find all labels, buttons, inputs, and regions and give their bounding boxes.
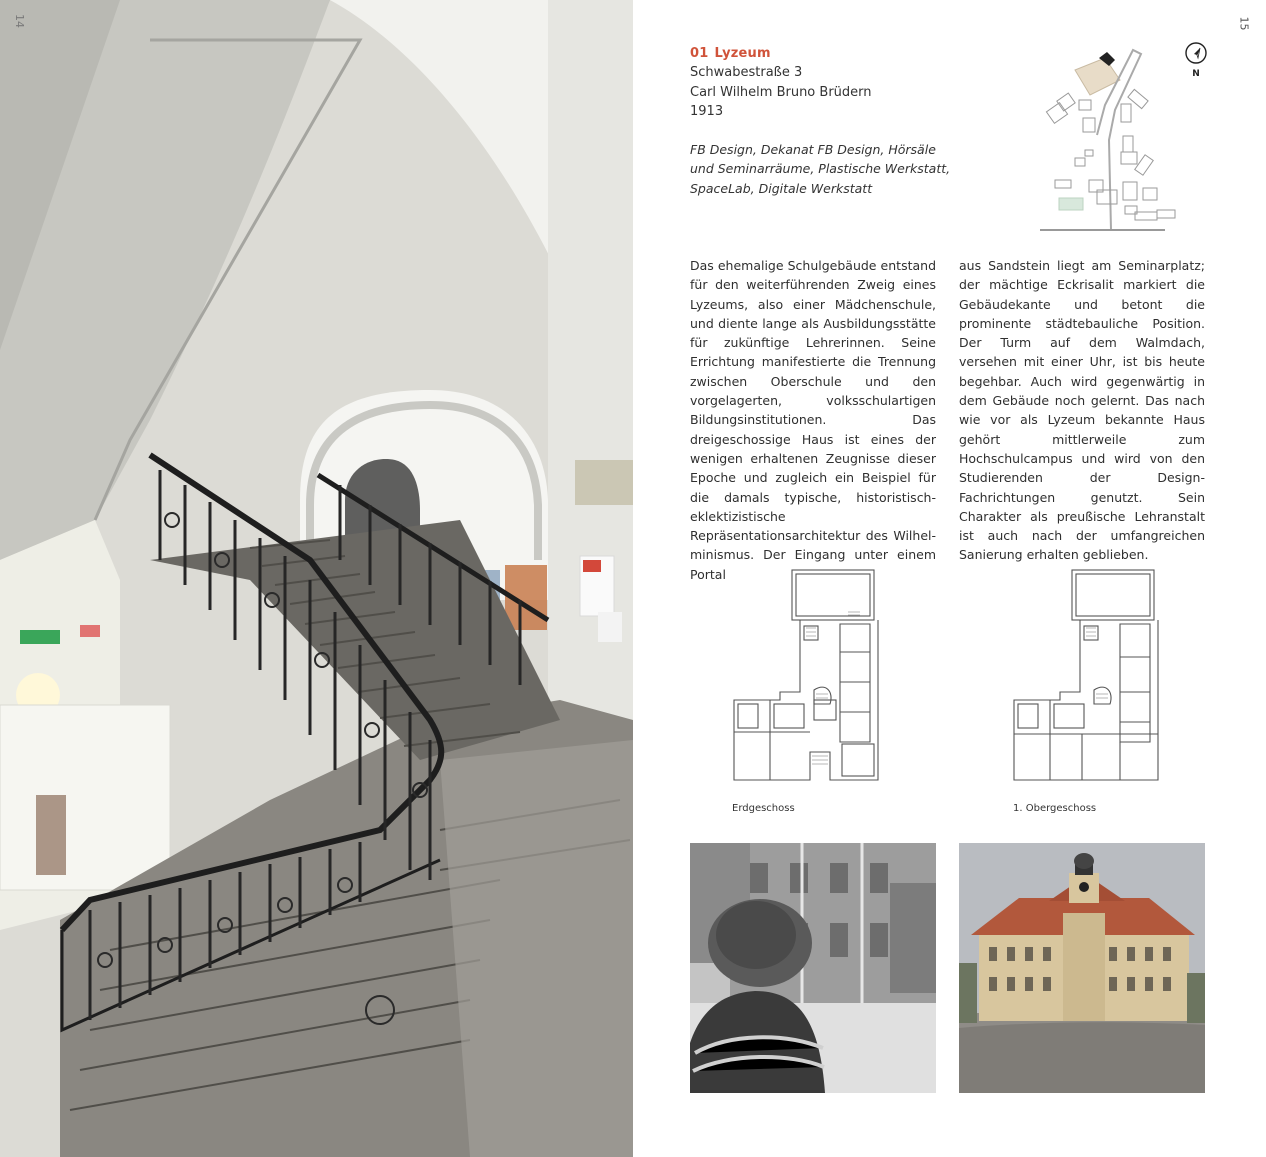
entry-number: 01 (690, 46, 709, 61)
entry-uses (690, 140, 990, 199)
compass-icon (1185, 42, 1207, 64)
floor-plan-first (1010, 562, 1170, 792)
floor-plan-ground-caption: Erdgeschoss (732, 803, 795, 814)
entry-uses-line: SpaceLab, Digitale Werkstatt (690, 180, 873, 196)
body-text (690, 256, 1206, 584)
entry-uses-line: FB Design, Dekanat FB Design, Hörsäle (690, 141, 936, 157)
entry-name: Lyzeum (714, 46, 771, 61)
north-label: N (1192, 69, 1200, 79)
entry-address: Schwabestraße 3 (690, 65, 803, 80)
entry-header (690, 44, 990, 198)
floor-plan-first-caption: 1. Obergeschoss (1013, 803, 1097, 814)
entry-architect: Carl Wilhelm Bruno Brüdern (690, 84, 872, 100)
body-column-2: aus Sandstein liegt am Seminarplatz; der mächtige Eckrisalit markiert die Gebäudekante und betont die prominente städtebauliche Position. Der Turm auf dem Walmdach, versehen mit einer Uhr, ist bis heute begehbar. Auch wird gegenwärtig in dem Gebäude noch gelernt. Das nach wie vor als Lyzeum bekannte Haus gehört mittlerweile zum Hochschulcampus und wird von den Studierenden der Design-Fachrichtungen genutzt. Sein Charakter als preußische Lehranstalt ist auch nach der umfangreichen Sanierung erhalten geblieben. (959, 258, 1205, 563)
entry-year: 1913 (690, 104, 724, 119)
north-arrow (1183, 42, 1209, 79)
facade-bw-illustration (690, 843, 936, 1093)
entry-title (690, 44, 990, 63)
page-number-right: 15 (1237, 16, 1251, 31)
body-column-1: Das ehemalige Schulgebäude entstand für den weiterführenden Zweig eines Lyzeums, also einer Mädchenschule, und diente lange als Ausbildungsstätte für zukünftige Lehrerinnen. Seine Errichtung manifestierte die Trennung zwischen Oberschule und den vorgelagerten, volksschulartigen Bildungsinstitutionen. Das dreigeschossige Haus ist eines der wenigen erhaltenen Zeugnisse dieser Epoche und zugleich ein Beispiel für die damals typische, historistisch-eklektizistische Repräsentationsarchitektur des Wilhelminismus. Der Eingang unter einem Portal (690, 258, 936, 582)
page-number-left: 14 (13, 14, 26, 28)
facade-photo-color (959, 843, 1205, 1093)
facade-photo-bw (690, 843, 936, 1093)
entry-uses-line: und Seminarräume, Plastische Werkstatt, (690, 161, 951, 176)
facade-color-illustration (959, 843, 1205, 1093)
floor-plan-ground (730, 562, 890, 792)
